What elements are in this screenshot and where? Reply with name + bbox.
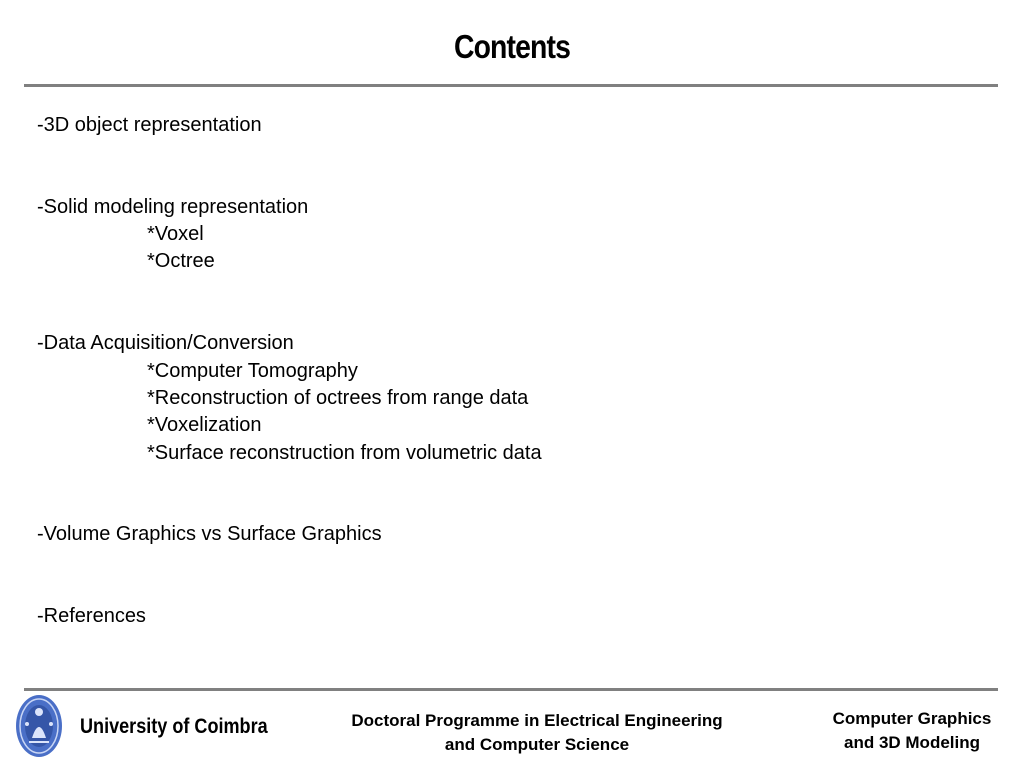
section-heading: -Volume Graphics vs Surface Graphics	[37, 523, 382, 546]
slide-title: Contents	[453, 28, 571, 65]
section-subitem: *Octree	[147, 250, 215, 273]
contents-list	[37, 112, 542, 631]
section-subitem: *Reconstruction of octrees from range data	[147, 386, 529, 409]
footer-divider	[24, 688, 998, 691]
section-heading: -3D object representation	[37, 114, 262, 136]
programme-name	[300, 709, 774, 757]
section-heading: -References	[37, 605, 146, 628]
programme-line: Doctoral Programme in Electrical Engineering	[351, 711, 723, 730]
course-line: and 3D Modeling	[844, 733, 980, 752]
course-line: Computer Graphics	[832, 709, 992, 728]
university-seal-icon	[15, 694, 63, 758]
section-heading: -Data Acquisition/Conversion	[37, 332, 294, 355]
section-subitem: *Computer Tomography	[147, 359, 358, 382]
section-subitem: *Voxelization	[147, 414, 262, 437]
university-name: University of Coimbra	[80, 715, 268, 738]
programme-line: and Computer Science	[444, 735, 630, 754]
section-subitem: *Voxel	[147, 223, 204, 246]
title-divider	[24, 84, 998, 87]
section-heading: -Solid modeling representation	[37, 195, 309, 218]
course-name	[810, 707, 1014, 755]
section-subitem: *Surface reconstruction from volumetric data	[147, 441, 542, 464]
